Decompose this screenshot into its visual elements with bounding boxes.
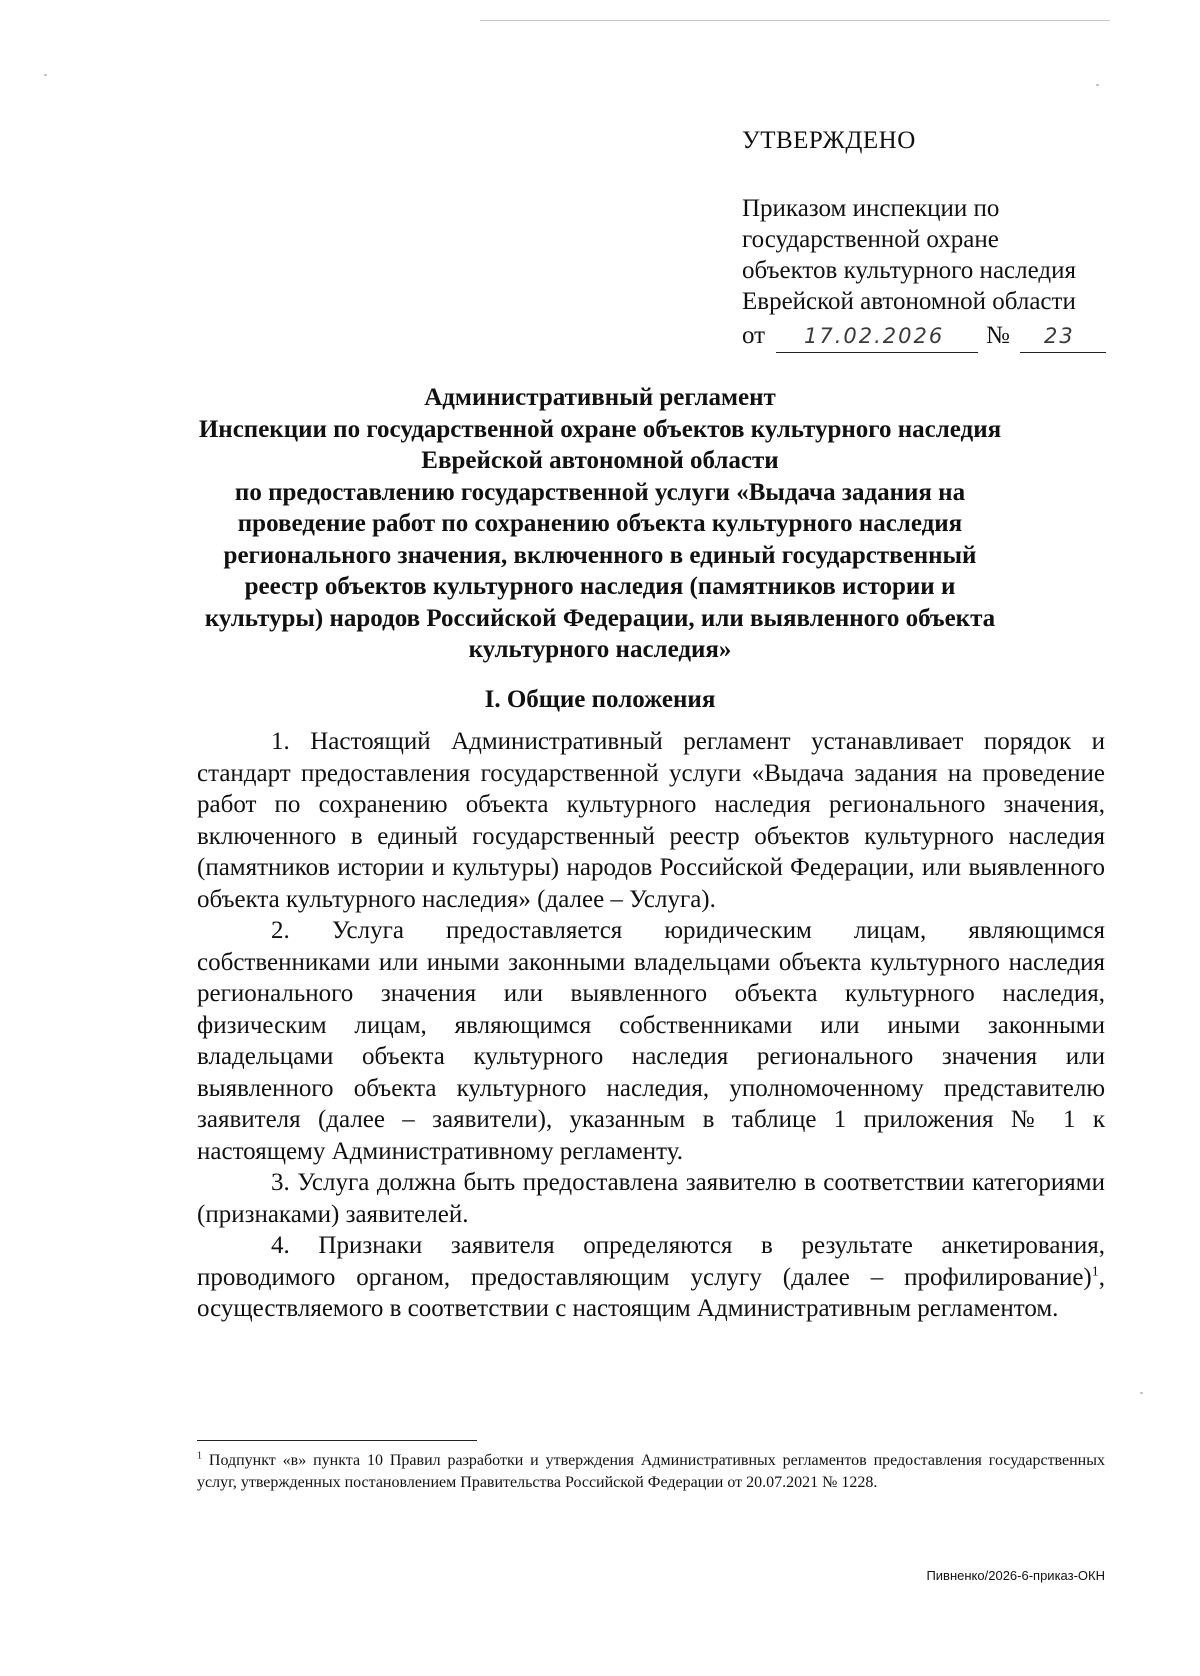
number-prefix: № bbox=[986, 322, 1010, 349]
paragraph-2: 2. Услуга предоставляется юридическим лицам, являющимся собственниками или иными законными владельцами объекта культурного наследия регионального значения или выявленного объекта культурного наследия, физическим лицам, являющимся собственниками или иными законными владельцами объекта культурного наследия регионального значения или выявленного объекта культурного наследия, уполномоченному представителю заявителя (далее – заявители), указанным в таблице 1 приложения № 1 к настоящему Административному регламенту. bbox=[197, 917, 1105, 1165]
body-text bbox=[197, 726, 1105, 1325]
document-footer-code: Пивненко/2026-6-приказ-ОКН bbox=[926, 1568, 1105, 1583]
scan-speck bbox=[1140, 1392, 1143, 1394]
paragraph-3: 3. Услуга должна быть предоставлена заявителю в соответствии категориями (признаками) заявителей. bbox=[197, 1169, 1105, 1228]
title-line: по предоставлению государственной услуги «Выдача задания на bbox=[234, 478, 966, 506]
approval-line: государственной охране bbox=[742, 226, 999, 253]
scan-edge-line bbox=[480, 20, 1110, 21]
scan-speck bbox=[44, 74, 47, 76]
paragraph-1: 1. Настоящий Административный регламент устанавливает порядок и стандарт предоставления государственной услуги «Выдача задания на проведение работ по сохранению объекта культурного наследия регионального значения, включенного в единый государственный реестр объектов культурного наследия (памятников истории и культуры) народов Российской Федерации, или выявленного объекта культурного наследия» (далее – Услуга). bbox=[197, 728, 1105, 913]
order-date-number-line bbox=[742, 322, 1107, 356]
footnote bbox=[197, 1450, 1105, 1494]
title-line: проведение работ по сохранению объекта культурного наследия bbox=[237, 510, 963, 537]
title-line: культуры) народов Российской Федерации, или выявленного объекта bbox=[204, 604, 996, 632]
title-line: регионального значения, включенного в единый государственный bbox=[223, 541, 977, 569]
number-underline bbox=[1020, 352, 1106, 353]
title-line: Еврейской автономной области bbox=[421, 447, 779, 474]
scan-speck bbox=[1096, 84, 1099, 86]
title-line: Административный регламент bbox=[424, 384, 776, 411]
approval-line: объектов культурного наследия bbox=[742, 257, 1076, 284]
date-underline bbox=[776, 352, 978, 353]
footnote-reference[interactable]: 1 bbox=[1091, 1264, 1099, 1280]
title-line: реестр объектов культурного наследия (памятников истории и bbox=[244, 573, 956, 600]
paragraph-4 bbox=[197, 1230, 1105, 1325]
approval-block bbox=[742, 193, 1107, 317]
approval-line: Еврейской автономной области bbox=[742, 288, 1076, 315]
section-heading: I. Общие положения bbox=[484, 686, 716, 713]
footnote-marker: 1 bbox=[197, 1450, 202, 1462]
date-prefix: от bbox=[742, 322, 766, 349]
title-line: Инспекции по государственной охране объектов культурного наследия bbox=[198, 415, 1002, 443]
document-title bbox=[180, 382, 1020, 666]
handwritten-date: 17.02.2026 bbox=[804, 324, 945, 348]
paragraph-4-text-end: , осуществляемого в соответствии с настоящим Административным регламентом. bbox=[197, 1263, 1105, 1322]
paragraph-4-text: 4. Признаки заявителя определяются в результате анкетирования, проводимого органом, предоставляющим услугу (далее – профилирование) bbox=[197, 1232, 1105, 1291]
approval-heading: УТВЕРЖДЕНО bbox=[742, 127, 916, 154]
footnote-text: Подпункт «в» пункта 10 Правил разработки и утверждения Административных регламентов предоставления государственных услуг, утвержденных постановлением Правительства Российской Федерации от 20.07.2021 № 1228. bbox=[197, 1452, 1105, 1491]
footnote-separator bbox=[197, 1440, 477, 1441]
handwritten-number: 23 bbox=[1044, 324, 1075, 348]
title-line: культурного наследия» bbox=[468, 636, 732, 663]
approval-line: Приказом инспекции по bbox=[742, 195, 1000, 222]
